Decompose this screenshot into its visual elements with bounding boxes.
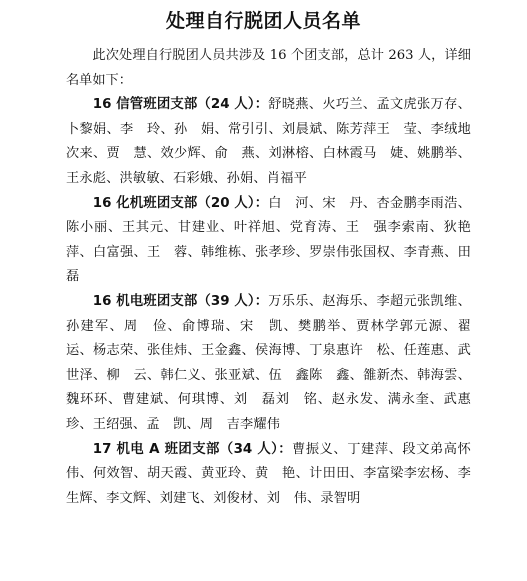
branch-heading: 16 机电班团支部（39 人）： [92, 293, 269, 309]
branch-names: 白 河、宋 丹、杏金鹏李雨浩、陈小丽、王其元、甘建业、叶祥旭、党育涛、王 强李索南、狄艳萍、白富强、王 蓉、韩维栋、张孝珍、罗崇伟张国权、李青燕、田 磊 [66, 195, 485, 285]
branch-paragraph [66, 438, 471, 512]
intro-paragraph: 此次处理自行脱团人员共涉及 16 个团支部，总计 263 人，详细名单如下： [66, 48, 471, 88]
branch-heading: 16 化机班团支部（20 人）： [92, 195, 269, 211]
branch-names: 舒晓燕、火巧兰、孟文虎张万存、卜黎娟、李 玲、孙 娟、常引引、刘晨斌、陈芳萍王 莹、李绒地次来、贾 慧、效少辉、俞 燕、刘淋榕、白林霞马 婕、姚鹏举、王永彪、洪敏敏、石彩娥、孙娟、肖福平 [66, 97, 471, 186]
branch-names: 万乐乐、赵海乐、李超元张凯维、孙建军、周 俭、俞博瑞、宋 凯、樊鹏举、贾林学郭元源、翟 运、杨志荣、张佳炜、王金鑫、侯海博、丁泉惠许 松、任莲惠、武世泽、柳 云、韩仁义、张亚斌、伍 鑫陈 鑫、雒新杰、韩海雲、魏环环、曹建斌、何琪博、刘 磊刘 铭、赵永发、满永奎、武惠珍、王绍强、孟 凯、周 吉李耀伟 [66, 293, 485, 432]
branch-names: 曹振义、丁建萍、段文弟高怀伟、何效智、胡天霞、黄亚玲、黄 艳、计田田、李富梁李宏杨、李生辉、李文辉、刘建飞、刘俊材、刘 伟、录智明 [66, 441, 471, 506]
branch-paragraph [66, 290, 485, 438]
branch-paragraph [66, 192, 485, 290]
branch-heading: 16 信管班团支部（24 人）： [92, 97, 269, 113]
document-body [66, 44, 485, 511]
branch-heading: 17 机电 A 班团支部（34 人）： [92, 441, 293, 457]
branch-paragraph [66, 93, 471, 191]
document-title: 处理自行脱团人员名单 [165, 10, 361, 32]
